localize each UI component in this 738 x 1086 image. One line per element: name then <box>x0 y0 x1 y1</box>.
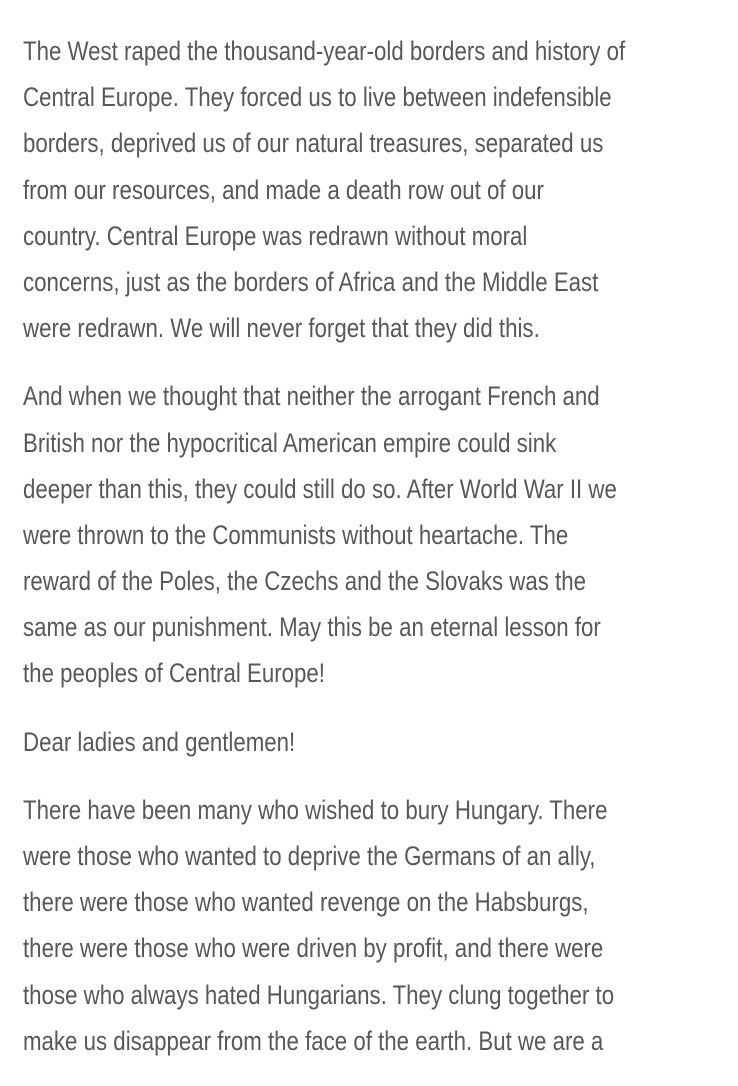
text-line: those who always hated Hungarians. They clung together to <box>23 979 615 1010</box>
text-line: there were those who were driven by profit, and there were <box>23 933 604 964</box>
text-line: from our resources, and made a death row out of our <box>23 174 544 205</box>
text-line: there were those who wanted revenge on the Habsburgs, <box>23 887 589 918</box>
text-line: country. Central Europe was redrawn without moral <box>23 220 528 251</box>
paragraph-world-war <box>23 373 624 696</box>
text-line: were thrown to the Communists without heartache. The <box>23 519 569 550</box>
text-line: Dear ladies and gentlemen! <box>23 726 296 757</box>
text-line: Central Europe. They forced us to live between indefensible <box>23 82 612 113</box>
text-line: borders, deprived us of our natural treasures, separated us <box>23 128 604 159</box>
text-line: And when we thought that neither the arrogant French and <box>23 381 600 412</box>
text-line: same as our punishment. May this be an eternal lesson for <box>23 612 601 643</box>
article-body <box>23 28 624 1086</box>
text-line: were redrawn. We will never forget that they did this. <box>23 313 540 344</box>
text-line: British nor the hypocritical American empire could sink <box>23 427 557 458</box>
text-line: deeper than this, they could still do so. After World War II we <box>23 473 617 504</box>
paragraph-bury-hungary <box>23 787 624 1064</box>
paragraph-greeting <box>23 719 624 765</box>
text-line: The West raped the thousand-year-old borders and history of <box>23 36 626 66</box>
paragraph-west-borders <box>23 28 624 351</box>
text-line: were those who wanted to deprive the Germans of an ally, <box>23 841 596 871</box>
text-line: concerns, just as the borders of Africa and the Middle East <box>23 266 599 297</box>
text-line: reward of the Poles, the Czechs and the Slovaks was the <box>23 566 586 597</box>
text-line: There have been many who wished to bury Hungary. There <box>23 794 608 825</box>
text-line: the peoples of Central Europe! <box>23 658 325 689</box>
text-line: make us disappear from the face of the earth. But we are a <box>23 1025 604 1056</box>
